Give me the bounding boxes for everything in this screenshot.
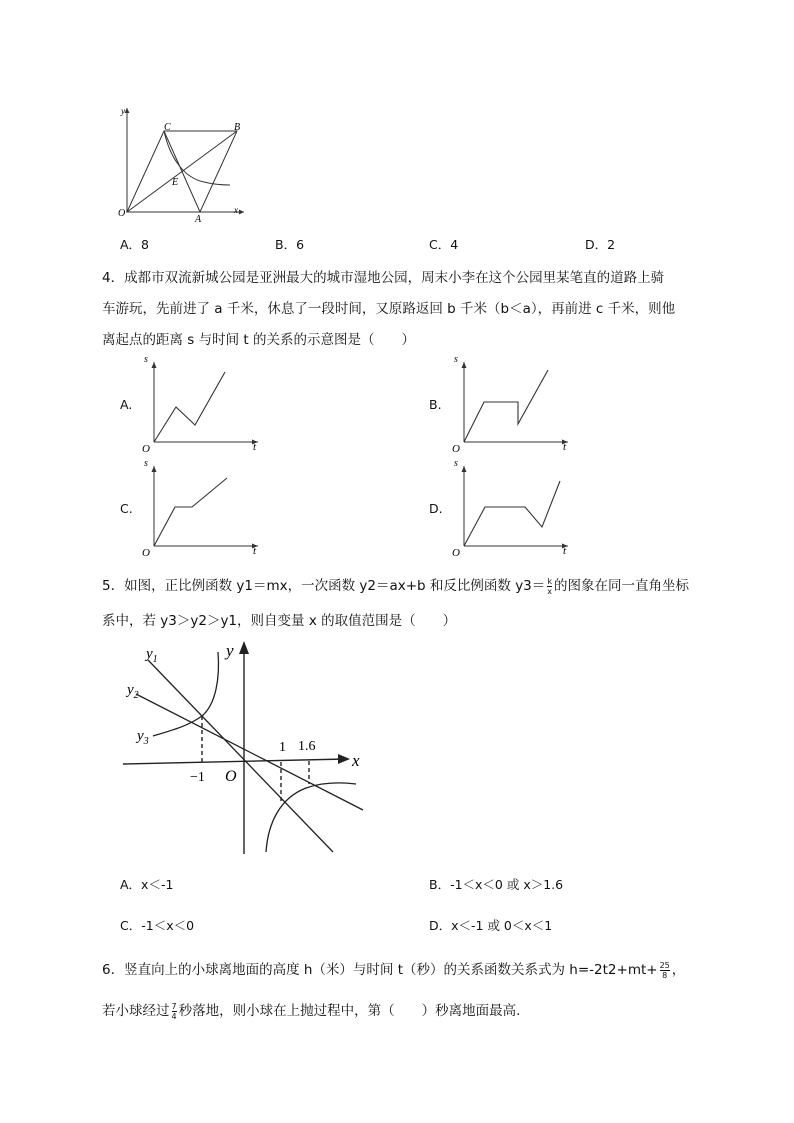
- q6-frac2-den: 4: [171, 1011, 177, 1021]
- q6-fraction-7-over-4: [172, 1002, 177, 1021]
- q4d-O: O: [452, 547, 460, 556]
- q5-option-c[interactable]: C．-1＜x＜0: [120, 918, 195, 933]
- q4-question-line-2: 车游玩，先前进了 a 千米，休息了一段时间，又原路返回 b 千米（b＜a），再前进 c 千米，则他: [102, 301, 676, 317]
- q4c-s: s: [144, 458, 148, 469]
- q4c-t: t: [253, 545, 257, 556]
- q5-frac-num: k: [547, 576, 552, 586]
- q6-fraction-25-over-8: [660, 961, 670, 980]
- q5-question-line-2: 系中，若 y3＞y2＞y1，则自变量 x 的取值范围是（ ）: [102, 613, 457, 629]
- q6-question-line-2: [102, 999, 520, 1021]
- q6-frac2-num: 7: [171, 1001, 177, 1011]
- q5-option-b[interactable]: B．-1＜x＜0 或 x＞1.6: [429, 877, 564, 892]
- q3-label-O: O: [118, 208, 126, 219]
- q5-question-line-1: [102, 574, 689, 596]
- q4-option-b[interactable]: B.: [429, 397, 442, 412]
- q5-label-y3: $y_3$: [137, 728, 149, 747]
- q4d-s: s: [454, 458, 458, 469]
- q4b-O: O: [452, 443, 460, 452]
- q4b-t: t: [563, 441, 567, 452]
- q4-option-a[interactable]: A.: [120, 397, 133, 412]
- q3-option-b[interactable]: B．6: [275, 237, 305, 252]
- q3-option-a[interactable]: A．8: [120, 237, 150, 252]
- q5-option-d[interactable]: D．x＜-1 或 0＜x＜1: [429, 918, 553, 933]
- q5-figure: [118, 638, 368, 860]
- q4a-t: t: [253, 441, 257, 452]
- q6-line1-b: ，: [671, 962, 686, 978]
- q5-label-y2: $y_2$: [127, 682, 139, 701]
- q4a-O: O: [142, 443, 150, 452]
- q6-frac1-den: 8: [662, 970, 668, 980]
- q5-fraction-k-over-x: [547, 577, 552, 596]
- q3-label-E: E: [172, 177, 179, 188]
- q4-graph-d[interactable]: [450, 456, 575, 556]
- q6-line2-a: 若小球经过: [102, 1003, 170, 1019]
- q4-option-d[interactable]: D.: [429, 501, 443, 516]
- q4d-t: t: [563, 545, 567, 556]
- q3-figure: [112, 100, 252, 225]
- q5-label-y1: $y_1$: [146, 646, 158, 665]
- q6-frac1-num: 25: [659, 960, 670, 970]
- q6-line2-b: 秒落地，则小球在上抛过程中，第（ ）秒离地面最高.: [178, 1003, 521, 1019]
- q3-label-x: x: [234, 205, 238, 215]
- q5-line1-b: 的图象在同一直角坐标: [554, 578, 690, 594]
- q3-option-d[interactable]: D．2: [585, 237, 616, 252]
- q4-question-line-3: 离起点的距离 s 与时间 t 的关系的示意图是（ ）: [102, 332, 415, 348]
- q4b-s: s: [454, 354, 458, 365]
- q3-label-C: C: [164, 122, 171, 133]
- q5-label-1-6: 1.6: [298, 739, 316, 754]
- q3-label-A: A: [195, 214, 202, 225]
- q3-label-B: B: [234, 122, 241, 133]
- q4c-O: O: [142, 547, 150, 556]
- q4-graph-a[interactable]: [140, 352, 265, 452]
- q4-question-line-1: 4．成都市双流新城公园是亚洲最大的城市湿地公园，周末小李在这个公园里某笔直的道路上骑: [102, 270, 665, 286]
- q4-graph-c[interactable]: [140, 456, 265, 556]
- q5-label-O: O: [225, 768, 237, 785]
- q5-line1-a: 5．如图，正比例函数 y1＝mx，一次函数 y2＝ax+b 和反比例函数 y3＝: [102, 578, 546, 594]
- q3-option-c[interactable]: C．4: [429, 237, 459, 252]
- q4a-s: s: [144, 354, 148, 365]
- q5-label-x: x: [352, 751, 360, 770]
- q5-option-a[interactable]: A．x＜-1: [120, 877, 174, 892]
- q3-label-y: y: [121, 106, 125, 116]
- q4-graph-b[interactable]: [450, 352, 575, 452]
- q6-question-line-1: [102, 958, 685, 980]
- q6-line1-a: 6．竖直向上的小球离地面的高度 h（米）与时间 t（秒）的关系函数关系式为 h=-2t2+mt+: [102, 962, 658, 978]
- q4-option-c[interactable]: C.: [120, 501, 133, 516]
- q5-label-y: y: [226, 641, 234, 660]
- q5-frac-den: x: [547, 586, 553, 596]
- q5-label-1: 1: [279, 740, 286, 755]
- q5-label-neg1: −1: [190, 770, 205, 785]
